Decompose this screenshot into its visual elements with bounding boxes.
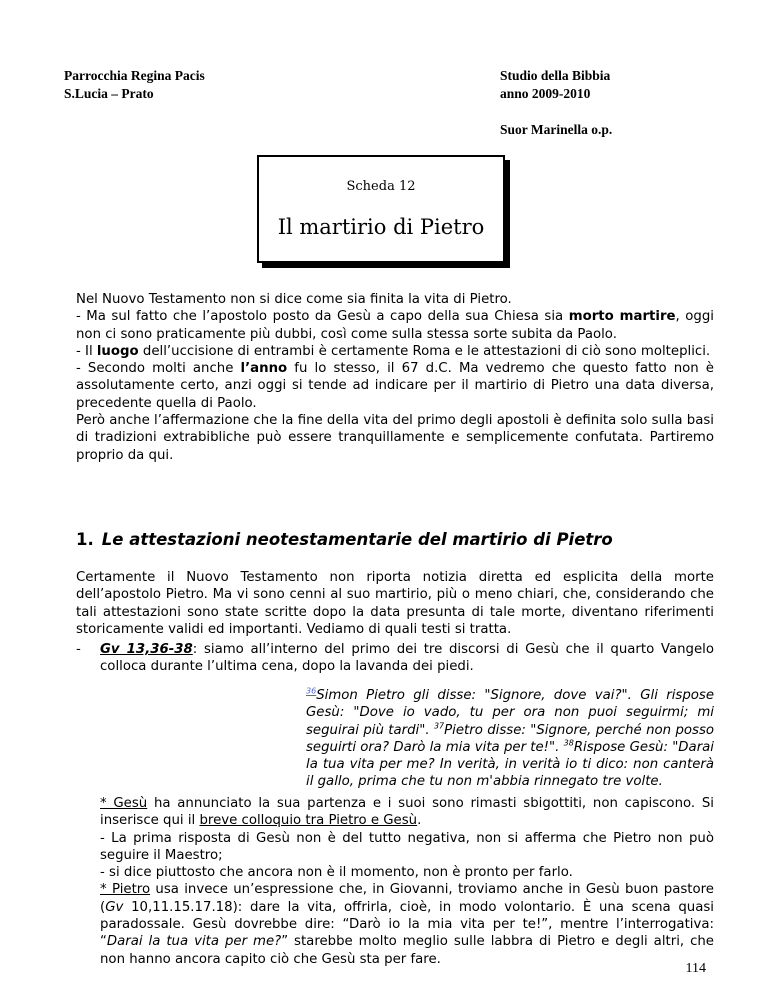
header-course bbox=[500, 67, 610, 103]
scheda-label: Scheda 12 bbox=[346, 179, 416, 194]
intro-paragraph bbox=[76, 308, 714, 343]
commentary-text: ha annunciato la sua partenza e i suoi sono rimasti sbigottiti, non capiscono. Si inserisce qui il bbox=[100, 796, 714, 829]
commentary-paragraph: - si dice piuttosto che ancora non è il momento, non è pronto per farlo. bbox=[100, 865, 573, 881]
verse-number[interactable]: 36 bbox=[306, 686, 317, 696]
commentary-text: 10,11.15.17.18): dare la vita, offrirla, cioè, in modo volontario. È una scena quasi paradossale. Gesù dovrebbe dire: “Darò io la mia vita per te!”, mentre l’interrogativa: “ bbox=[100, 899, 714, 950]
verse-number: 38 bbox=[563, 738, 574, 748]
commentary-marker: * Pietro bbox=[100, 882, 151, 898]
commentary-paragraph bbox=[100, 881, 714, 967]
scripture-reference: Gv 13,36-38 bbox=[100, 642, 193, 657]
intro-paragraph bbox=[76, 412, 714, 464]
section-heading bbox=[76, 530, 716, 549]
intro-text: - Secondo molti anche bbox=[76, 361, 241, 377]
intro-text: , oggi non ci sono praticamente più dubbi, così come sulla stessa sorte subita da Paolo. bbox=[76, 309, 714, 342]
intro-bold: morto martire bbox=[568, 309, 676, 325]
intro-text: dell’uccisione di entrambi è certamente Roma e le attestazioni di ciò sono molteplici. bbox=[138, 343, 711, 359]
intro-text: Nel Nuovo Testamento non si dice come sia finita la vita di Pietro. bbox=[76, 292, 512, 307]
intro-paragraph bbox=[76, 360, 714, 412]
header-author bbox=[500, 121, 612, 139]
title-box bbox=[257, 155, 505, 263]
intro-paragraph bbox=[76, 291, 714, 308]
intro-text: fu lo stesso, il 67 d.C. Ma vedremo che questo fatto non è assolutamente certo, anzi oggi si tende ad indicare per il martirio di Pietro una data diversa, precedente quella di Paolo. bbox=[76, 361, 714, 411]
bullet-body: : siamo all’interno del primo dei tre discorsi di Gesù che il quarto Vangelo colloca durante l’ultima cena, dopo la lavanda dei piedi. bbox=[100, 642, 714, 675]
bullet-dash: - bbox=[76, 642, 81, 657]
verse-number: 37 bbox=[433, 721, 445, 731]
commentary-text: . bbox=[417, 813, 422, 829]
scripture-quote bbox=[306, 687, 714, 791]
course-year: anno 2009-2010 bbox=[500, 86, 591, 101]
page-title: Il martirio di Pietro bbox=[277, 215, 485, 239]
parish-name: Parrocchia Regina Pacis bbox=[64, 68, 205, 83]
section-title: Le attestazioni neotestamentarie del martirio di Pietro bbox=[101, 530, 613, 549]
section-number: 1. bbox=[76, 530, 94, 549]
section-intro bbox=[76, 569, 714, 638]
verse-text: Simon Pietro gli disse: "Signore, dove vai?". Gli rispose Gesù: "Dove io vado, tu per ora non puoi seguirmi; mi seguirai più tardi". bbox=[306, 688, 714, 738]
intro-text: - Ma sul fatto che l’apostolo posto da Gesù a capo della sua Chiesa sia bbox=[76, 309, 569, 325]
course-name: Studio della Bibbia bbox=[500, 68, 611, 83]
intro-text: Però anche l’affermazione che la fine della vita del primo degli apostoli è definita solo sulla basi di tradizioni extrabibliche può essere tranquillamente e semplicemente confutata. Partiremo proprio da qui. bbox=[76, 413, 714, 463]
verse-text: Pietro disse: "Signore, perché non posso seguirti ora? Darò la mia vita per te!". bbox=[306, 722, 715, 755]
bullet-text bbox=[100, 641, 714, 676]
page-number: 114 bbox=[685, 961, 706, 976]
commentary-text: ” starebbe molto meglio sulle labbra di Pietro e degli altri, che non hanno ancora capito ciò che Gesù sta per fare. bbox=[100, 934, 714, 967]
intro-section bbox=[76, 291, 714, 464]
commentary-paragraph: - La prima risposta di Gesù non è del tutto negativa, non si afferma che Pietro non può seguire il Maestro; bbox=[100, 830, 714, 863]
author-name: Suor Marinella o.p. bbox=[500, 122, 613, 137]
commentary-text: usa invece un’espressione che, in Giovanni, troviamo anche in Gesù buon pastore ( bbox=[100, 882, 714, 915]
header-parish bbox=[64, 67, 205, 103]
intro-bold: luogo bbox=[96, 343, 139, 359]
commentary bbox=[100, 795, 714, 968]
parish-location: S.Lucia – Prato bbox=[64, 86, 154, 101]
section-paragraph: Certamente il Nuovo Testamento non riporta notizia diretta ed esplicita della morte dell’apostolo Pietro. Ma vi sono cenni al suo martirio, più o meno chiari, che, considerando che tali attestazioni sono state scritte dopo la data presunta di tale morte, diventano riferimenti storicamente validi ed importanti. Vediamo di quali testi si tratta. bbox=[76, 570, 714, 637]
intro-bold: l’anno bbox=[240, 361, 288, 377]
commentary-underline: breve colloquio tra Pietro e Gesù bbox=[199, 813, 418, 829]
intro-text: - Il bbox=[76, 343, 97, 359]
commentary-italic: Gv bbox=[105, 899, 124, 915]
commentary-marker: * Gesù bbox=[100, 796, 148, 811]
verse-text: Rispose Gesù: "Darai la tua vita per me? In verità, in verità io ti dico: non canterà il gallo, prima che tu non m'abbia rinnegato tre volte. bbox=[306, 739, 715, 790]
intro-paragraph bbox=[76, 343, 714, 360]
commentary-italic: Darai la tua vita per me? bbox=[106, 934, 282, 950]
commentary-paragraph bbox=[100, 795, 714, 830]
